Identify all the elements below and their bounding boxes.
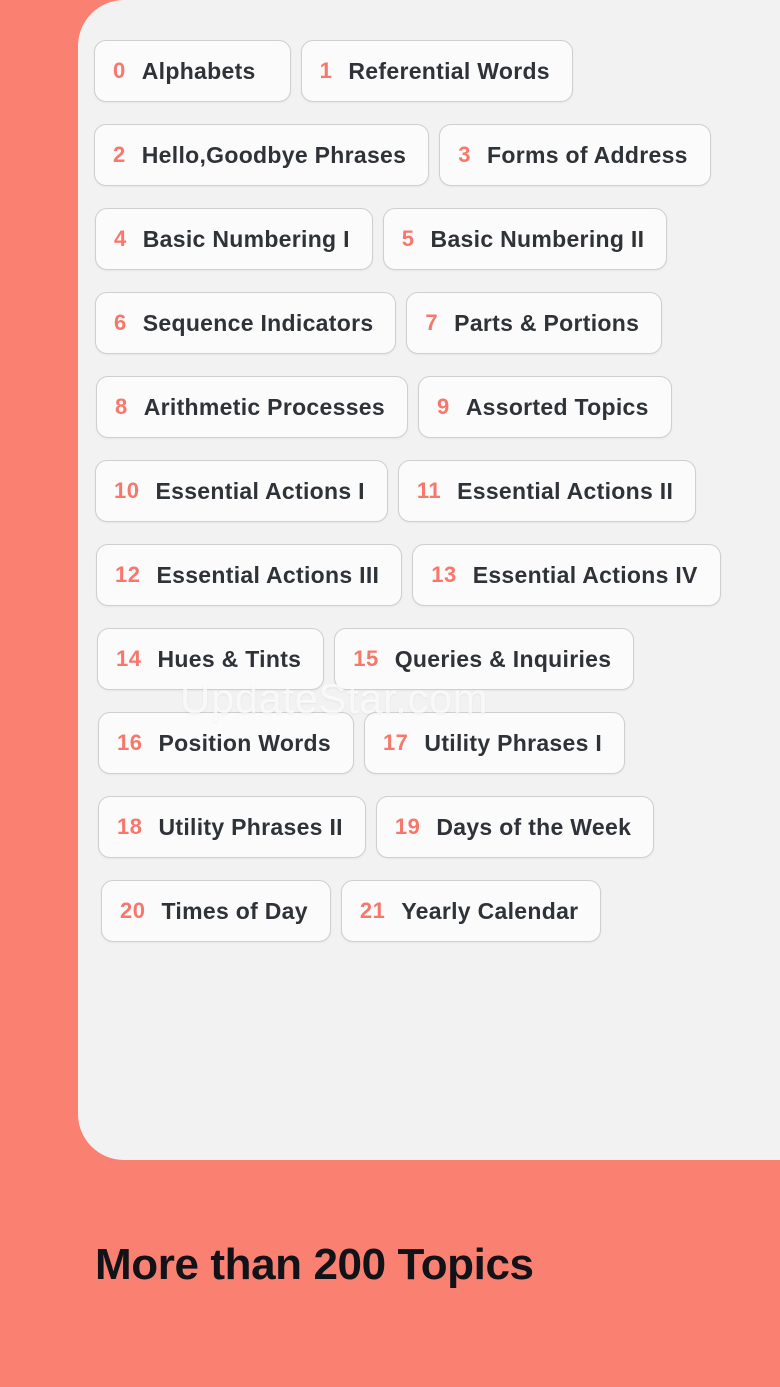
topic-chip-10[interactable] [95, 460, 388, 522]
watermark-text: UpdateStar.com [180, 675, 489, 722]
topic-chip-12[interactable] [96, 544, 402, 606]
topic-row [95, 292, 780, 354]
topic-index: 13 [431, 562, 457, 587]
topic-label: Essential Actions I [155, 477, 365, 504]
topic-row [94, 40, 780, 102]
topic-index: 6 [114, 310, 127, 335]
topic-index: 12 [115, 562, 141, 587]
topic-index: 2 [113, 142, 126, 167]
topic-chip-11[interactable] [398, 460, 696, 522]
topic-index: 19 [394, 814, 421, 839]
topic-row [98, 796, 780, 858]
topic-index: 17 [382, 730, 409, 755]
topic-index: 16 [117, 730, 143, 755]
topic-label: Sequence Indicators [142, 309, 374, 336]
topic-chip-3[interactable] [439, 124, 711, 186]
topic-row [96, 544, 780, 606]
topic-label: Hues & Tints [157, 645, 302, 672]
topic-index: 8 [115, 394, 128, 419]
topic-chip-19[interactable] [376, 796, 654, 858]
topic-chip-16[interactable] [98, 712, 354, 774]
topic-label: Referential Words [348, 57, 550, 84]
topic-chip-9[interactable] [418, 376, 672, 438]
topic-row [95, 208, 780, 270]
topic-chip-20[interactable] [101, 880, 331, 942]
topic-chip-0[interactable] [94, 40, 291, 102]
topic-index: 3 [458, 142, 471, 167]
topic-index: 11 [416, 478, 442, 503]
topic-label: Forms of Address [487, 141, 688, 168]
topic-label: Utility Phrases I [424, 729, 603, 756]
topic-index: 0 [113, 58, 126, 83]
topic-chip-14[interactable] [97, 628, 324, 690]
topic-index: 21 [359, 898, 386, 923]
topic-index: 5 [401, 226, 415, 251]
topic-index: 14 [116, 646, 142, 671]
topic-row [95, 460, 780, 522]
topic-chip-8[interactable] [96, 376, 408, 438]
topic-label: Alphabets [141, 57, 256, 84]
topic-chip-7[interactable] [406, 292, 662, 354]
topic-index: 1 [319, 58, 333, 83]
topic-label: Arithmetic Processes [143, 393, 385, 420]
topic-index: 20 [120, 898, 146, 923]
topic-chip-17[interactable] [364, 712, 625, 774]
topic-row [96, 376, 780, 438]
topic-label: Assorted Topics [465, 393, 649, 420]
topic-label: Hello,Goodbye Phrases [141, 141, 407, 168]
topic-chip-21[interactable] [341, 880, 602, 942]
topic-row [94, 124, 780, 186]
topic-chip-1[interactable] [301, 40, 573, 102]
topic-row [101, 880, 780, 942]
topic-label: Basic Numbering I [142, 225, 350, 252]
topic-label: Essential Actions IV [472, 561, 698, 588]
topic-index: 9 [436, 394, 450, 419]
topic-chip-15[interactable] [334, 628, 634, 690]
topic-label: Times of Day [161, 897, 308, 924]
topic-label: Utility Phrases II [158, 813, 343, 840]
topic-chip-18[interactable] [98, 796, 366, 858]
topic-label: Days of the Week [436, 813, 632, 840]
topic-chip-2[interactable] [94, 124, 429, 186]
topic-chip-6[interactable] [95, 292, 396, 354]
topic-label: Yearly Calendar [401, 897, 579, 924]
topic-label: Basic Numbering II [430, 225, 645, 252]
topic-index: 4 [114, 226, 127, 251]
topic-row [97, 628, 780, 690]
topic-label: Essential Actions III [156, 561, 380, 588]
topic-row [98, 712, 780, 774]
topic-chip-4[interactable] [95, 208, 373, 270]
topic-index: 18 [117, 814, 143, 839]
topic-label: Position Words [158, 729, 331, 756]
page-caption: More than 200 Topics [95, 1240, 534, 1289]
phone-screen-panel [78, 0, 780, 1160]
topic-list [94, 0, 780, 964]
topic-label: Queries & Inquiries [394, 645, 612, 672]
topic-chip-5[interactable] [383, 208, 667, 270]
topic-index: 7 [425, 310, 439, 335]
topic-index: 10 [114, 478, 140, 503]
topic-index: 15 [353, 646, 379, 671]
topic-chip-13[interactable] [412, 544, 720, 606]
topic-label: Essential Actions II [457, 477, 674, 504]
topic-label: Parts & Portions [454, 309, 640, 336]
